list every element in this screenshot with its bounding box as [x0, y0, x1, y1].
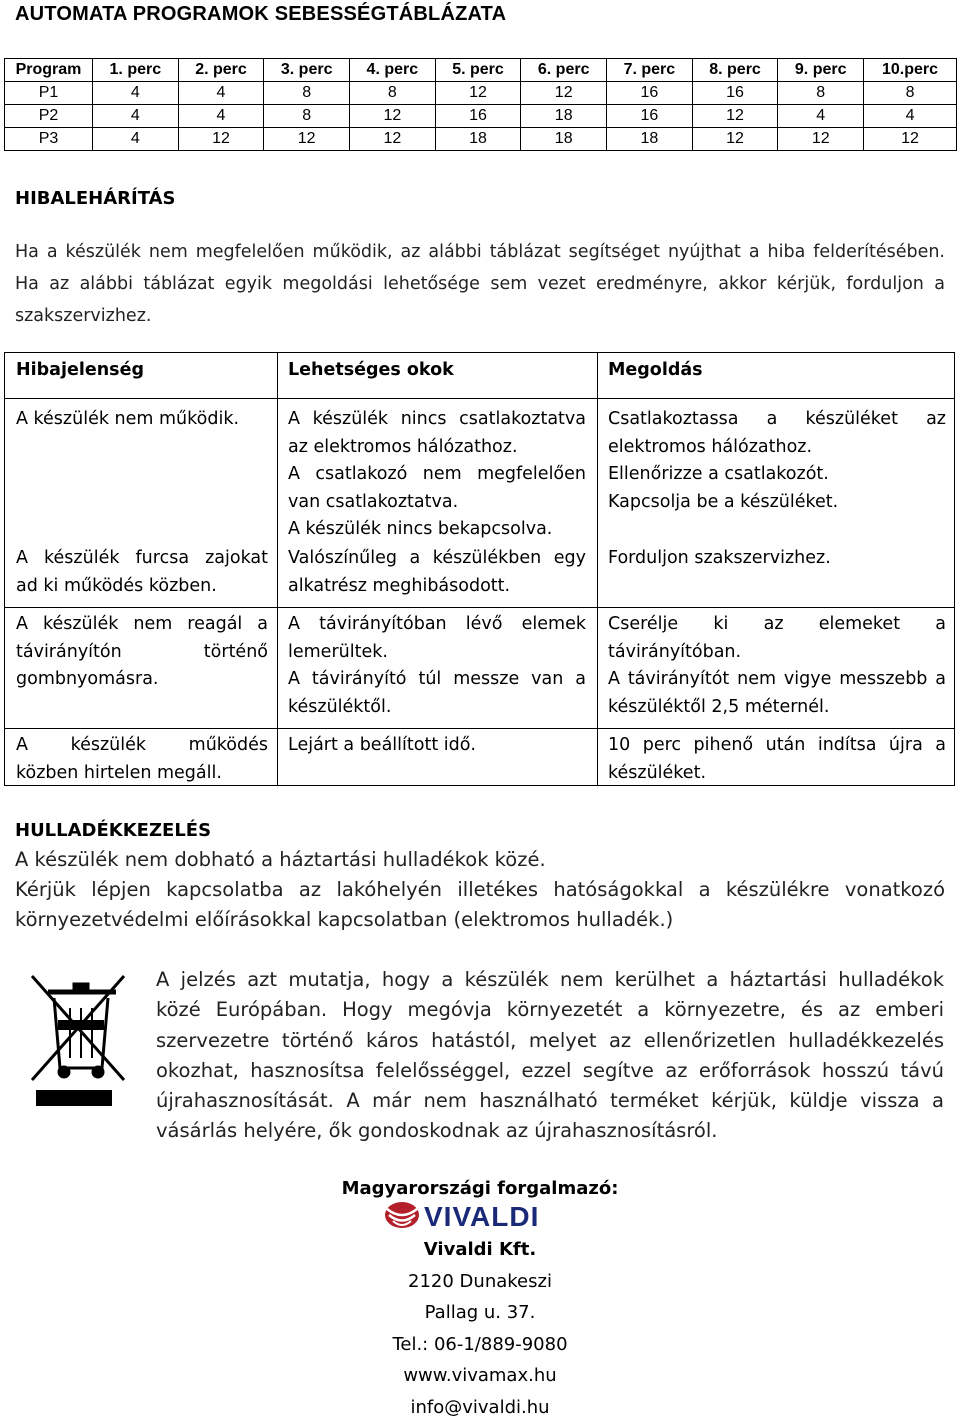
- symptom-cell: [16, 406, 268, 434]
- speed-value-cell: 12: [778, 128, 864, 151]
- speed-value-cell: 18: [521, 105, 607, 128]
- weee-symbol-text: [156, 965, 944, 1147]
- speed-header-minute: 1. perc: [93, 59, 179, 82]
- speed-value-cell: 8: [264, 105, 350, 128]
- waste-paragraph: [15, 845, 945, 935]
- street: Pallag u. 37.: [0, 1297, 960, 1329]
- vivaldi-logo: [384, 1199, 578, 1231]
- speed-value-cell: 12: [692, 105, 778, 128]
- speed-table-header-row: [5, 59, 957, 82]
- speed-value-cell: 4: [178, 82, 264, 105]
- speed-value-cell: 4: [864, 105, 957, 128]
- speed-value-cell: 18: [607, 128, 693, 151]
- speed-header-minute: 2. perc: [178, 59, 264, 82]
- troubleshooting-table: [4, 352, 955, 786]
- solution-line: Csatlakoztassa a készüléket az: [608, 406, 946, 434]
- causes-cell: [288, 732, 586, 760]
- symbol-text-line: okozhat, hasznosítsa felelősséggel, ezzel segítve az erőforrások hosszú távú: [156, 1056, 944, 1086]
- solution-line: 10 perc pihenő után indítsa újra a: [608, 732, 946, 760]
- solution-cell: [608, 611, 946, 721]
- intro-line: Ha az alábbi táblázat egyik megoldási lehetősége sem vezet eredményre, akkor kérjük, forduljon a: [15, 268, 945, 300]
- speed-header-minute: 8. perc: [692, 59, 778, 82]
- symbol-text-line: szervezetre történő káros hatástól, melyet az ellenőrizetlen hulladékkezelés: [156, 1026, 944, 1056]
- symptom-line: A készülék működés: [16, 732, 268, 760]
- symptom-cell: [16, 611, 268, 694]
- speed-value-cell: 12: [264, 128, 350, 151]
- speed-value-cell: 12: [350, 105, 436, 128]
- speed-table: [4, 58, 957, 151]
- solution-line: Forduljon szakszervizhez.: [608, 545, 946, 573]
- speed-header-program: Program: [5, 59, 93, 82]
- speed-header-minute: 5. perc: [435, 59, 521, 82]
- solution-line: Kapcsolja be a készüléket.: [608, 489, 946, 517]
- cause-line: készüléktől.: [288, 694, 586, 722]
- speed-value-cell: 4: [93, 128, 179, 151]
- weee-crossed-bin-icon: [28, 972, 128, 1110]
- troubleshooting-intro: [15, 236, 945, 332]
- speed-value-cell: 4: [93, 105, 179, 128]
- solution-line: A távirányítót nem vigye messzebb a: [608, 666, 946, 694]
- speed-value-cell: 12: [435, 82, 521, 105]
- program-name-cell: P2: [5, 105, 93, 128]
- solution-line: Ellenőrizze a csatlakozót.: [608, 461, 946, 489]
- city: 2120 Dunakeszi: [0, 1266, 960, 1298]
- solution-cell: [608, 732, 946, 787]
- symptom-line: A készülék nem reagál a: [16, 611, 268, 639]
- speed-header-minute: 3. perc: [264, 59, 350, 82]
- speed-value-cell: 8: [264, 82, 350, 105]
- speed-value-cell: 16: [607, 82, 693, 105]
- speed-value-cell: 4: [778, 105, 864, 128]
- solution-line: elektromos hálózathoz.: [608, 434, 946, 462]
- speed-value-cell: 16: [435, 105, 521, 128]
- speed-value-cell: 16: [607, 105, 693, 128]
- speed-value-cell: 12: [350, 128, 436, 151]
- email: info@vivaldi.hu: [0, 1392, 960, 1423]
- solution-line: készüléket.: [608, 760, 946, 788]
- speed-header-minute: 4. perc: [350, 59, 436, 82]
- cause-line: Valószínűleg a készülékben egy: [288, 545, 586, 573]
- cause-line: az elektromos hálózathoz.: [288, 434, 586, 462]
- program-name-cell: P3: [5, 128, 93, 151]
- symptom-line: A készülék furcsa zajokat: [16, 545, 268, 573]
- symptom-line: távirányítón történő: [16, 639, 268, 667]
- speed-value-cell: 16: [692, 82, 778, 105]
- solution-cell: [608, 545, 946, 573]
- cause-line: A távirányítóban lévő elemek: [288, 611, 586, 639]
- solution-line: Cserélje ki az elemeket a: [608, 611, 946, 639]
- cause-line: A csatlakozó nem megfelelően: [288, 461, 586, 489]
- cause-line: A készülék nincs bekapcsolva.: [288, 516, 586, 544]
- speed-table-row: [5, 82, 957, 105]
- speed-value-cell: 12: [178, 128, 264, 151]
- logo-emblem: [385, 1202, 419, 1228]
- waste-line: Kérjük lépjen kapcsolatba az lakóhelyén illetékes hatóságokkal a készülékre vonatkozó: [15, 875, 945, 905]
- logo-wordmark: VIVALDI: [424, 1201, 539, 1231]
- solution-line: készüléktől 2,5 méternél.: [608, 694, 946, 722]
- column-header-symptom: Hibajelenség: [16, 357, 144, 385]
- website: www.vivamax.hu: [0, 1360, 960, 1392]
- waste-heading: HULLADÉKKEZELÉS: [15, 820, 211, 841]
- speed-value-cell: 4: [178, 105, 264, 128]
- intro-line: Ha a készülék nem megfelelően működik, az alábbi táblázat segítséget nyújthat a hiba felderítésében.: [15, 236, 945, 268]
- speed-value-cell: 4: [93, 82, 179, 105]
- causes-cell: [288, 545, 586, 600]
- speed-value-cell: 18: [521, 128, 607, 151]
- intro-line: szakszervizhez.: [15, 300, 945, 332]
- solution-cell: [608, 406, 946, 516]
- distributor-label: Magyarországi forgalmazó:: [0, 1178, 960, 1199]
- speed-header-minute: 10.perc: [864, 59, 957, 82]
- cause-line: alkatrész meghibásodott.: [288, 573, 586, 601]
- speed-value-cell: 12: [864, 128, 957, 151]
- program-name-cell: P1: [5, 82, 93, 105]
- speed-value-cell: 12: [692, 128, 778, 151]
- distributor-contact: [0, 1234, 960, 1423]
- speed-table-row: [5, 128, 957, 151]
- cause-line: A készülék nincs csatlakoztatva: [288, 406, 586, 434]
- symptom-line: A készülék nem működik.: [16, 406, 268, 434]
- symptom-cell: [16, 732, 268, 787]
- column-header-solution: Megoldás: [608, 357, 703, 385]
- symptom-line: közben hirtelen megáll.: [16, 760, 268, 788]
- troubleshooting-heading: HIBALEHÁRÍTÁS: [15, 188, 176, 209]
- symptom-line: gombnyomásra.: [16, 666, 268, 694]
- solution-line: távirányítóban.: [608, 639, 946, 667]
- document-title: AUTOMATA PROGRAMOK SEBESSÉGTÁBLÁZATA: [15, 3, 506, 26]
- symbol-text-line: újrahasznosítását. A már nem használható terméket kérjük, küldje vissza a: [156, 1086, 944, 1116]
- symptom-line: ad ki működés közben.: [16, 573, 268, 601]
- cause-line: Lejárt a beállított idő.: [288, 732, 586, 760]
- speed-value-cell: 8: [350, 82, 436, 105]
- speed-header-minute: 6. perc: [521, 59, 607, 82]
- cause-line: A távirányító túl messze van a: [288, 666, 586, 694]
- speed-value-cell: 12: [521, 82, 607, 105]
- symptom-cell: [16, 545, 268, 600]
- phone: Tel.: 06-1/889-9080: [0, 1329, 960, 1361]
- waste-line: A készülék nem dobható a háztartási hulladékok közé.: [15, 845, 945, 875]
- column-header-causes: Lehetséges okok: [288, 357, 454, 385]
- speed-table-row: [5, 105, 957, 128]
- speed-header-minute: 7. perc: [607, 59, 693, 82]
- speed-value-cell: 8: [864, 82, 957, 105]
- speed-value-cell: 18: [435, 128, 521, 151]
- symbol-text-line: A jelzés azt mutatja, hogy a készülék nem kerülhet a háztartási hulladékok: [156, 965, 944, 995]
- speed-value-cell: 8: [778, 82, 864, 105]
- speed-header-minute: 9. perc: [778, 59, 864, 82]
- causes-cell: [288, 611, 586, 721]
- causes-cell: [288, 406, 586, 544]
- symbol-text-line: közé Európában. Hogy megóvja környezetét a környezetre, és az emberi: [156, 995, 944, 1025]
- waste-line: környezetvédelmi előírásokkal kapcsolatban (elektromos hulladék.): [15, 905, 945, 935]
- symbol-text-line: vásárlás helyére, ők gondoskodnak az újrahasznosításról.: [156, 1116, 944, 1146]
- cause-line: van csatlakoztatva.: [288, 489, 586, 517]
- company-name: Vivaldi Kft.: [0, 1234, 960, 1266]
- cause-line: lemerültek.: [288, 639, 586, 667]
